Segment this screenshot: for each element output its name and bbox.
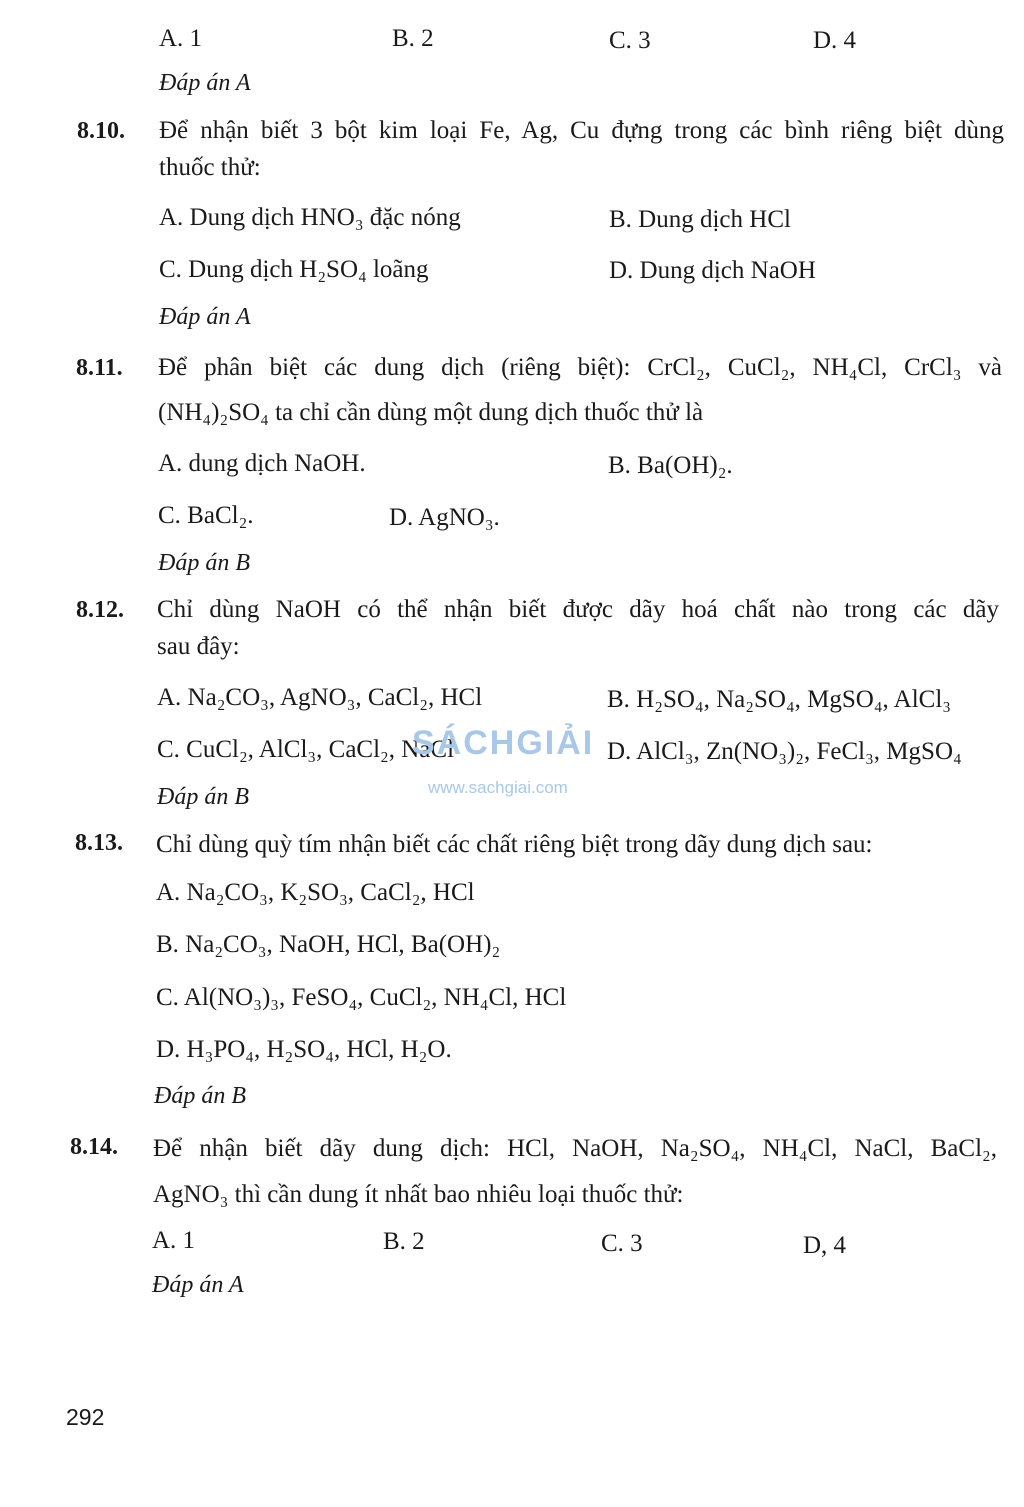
question-text-cont: (NH₄)₂SO₄ ta chỉ cần dùng một dung dịch thuốc thử là [158, 399, 704, 426]
watermark-url: www.sachgiai.com [428, 778, 568, 797]
option-d: D. Dung dịch NaOH [609, 257, 816, 284]
question-text-cont: thuốc thử: [159, 154, 261, 181]
option-b: B. Na₂CO₃, NaOH, HCl, Ba(OH)₂ [156, 931, 501, 958]
page-number: 292 [66, 1404, 105, 1430]
option-d: D, 4 [803, 1232, 847, 1259]
option-b: B. 2 [383, 1228, 425, 1255]
question-number: 8.14. [70, 1134, 118, 1160]
question-text: Để nhận biết 3 bột kim loại Fe, Ag, Cu đựng trong các bình riêng biệt dùng [159, 117, 1004, 144]
option-a: A. dung dịch NaOH. [158, 450, 366, 477]
question-text: Chỉ dùng quỳ tím nhận biết các chất riêng biệt trong dãy dung dịch sau: [156, 831, 873, 858]
option-b: B. H₂SO₄, Na₂SO₄, MgSO₄, AlCl₃ [607, 686, 952, 713]
option-a: A. Na₂CO₃, K₂SO₃, CaCl₂, HCl [156, 879, 475, 906]
answer-label: Đáp án B [154, 1083, 246, 1109]
question-number: 8.11. [76, 355, 123, 381]
answer-label: Đáp án B [158, 550, 250, 576]
option-a: A. Dung dịch HNO₃ đặc nóng [159, 204, 461, 231]
answer-label: Đáp án A [159, 304, 251, 330]
option-d: D. AgNO₃. [389, 504, 500, 531]
option-d: D. 4 [813, 27, 857, 54]
option-c: C. Dung dịch H₂SO₄ loãng [159, 256, 429, 283]
answer-label: Đáp án A [152, 1272, 244, 1298]
option-b: B. Ba(OH)₂. [608, 452, 733, 479]
answer-label: Đáp án A [159, 70, 251, 96]
option-c: C. BaCl₂. [158, 502, 254, 529]
option-d: D. AlCl₃, Zn(NO₃)₂, FeCl₃, MgSO₄ [607, 738, 962, 765]
watermark-brand: SÁCHGIẢI [412, 724, 595, 762]
question-text-cont: AgNO₃ thì cần dung ít nhất bao nhiêu loại thuốc thử: [153, 1181, 684, 1208]
question-number: 8.12. [76, 597, 124, 623]
option-d: D. H₃PO₄, H₂SO₄, HCl, H₂O. [156, 1036, 452, 1063]
answer-label: Đáp án B [157, 784, 249, 810]
question-text: Để nhận biết dãy dung dịch: HCl, NaOH, Na₂SO₄, NH₄Cl, NaCl, BaCl₂, [153, 1135, 997, 1162]
question-text: Để phân biệt các dung dịch (riêng biệt): CrCl₂, CuCl₂, NH₄Cl, CrCl₃ và [158, 354, 1002, 381]
option-a: A. 1 [152, 1227, 196, 1254]
option-c: C. 3 [601, 1230, 643, 1257]
watermark-logo [412, 722, 622, 802]
question-text-cont: sau đây: [157, 633, 240, 660]
question-text: Chỉ dùng NaOH có thể nhận biết được dãy hoá chất nào trong các dãy [157, 596, 999, 623]
question-number: 8.13. [75, 830, 123, 856]
option-a: A. 1 [159, 25, 203, 52]
option-c: C. CuCl₂, AlCl₃, CaCl₂, NaCl [157, 736, 455, 763]
option-c: C. Al(NO₃)₃, FeSO₄, CuCl₂, NH₄Cl, HCl [156, 984, 567, 1011]
option-b: B. 2 [392, 25, 434, 52]
question-number: 8.10. [77, 118, 125, 144]
option-b: B. Dung dịch HCl [609, 206, 791, 233]
option-a: A. Na₂CO₃, AgNO₃, CaCl₂, HCl [157, 684, 483, 711]
option-c: C. 3 [609, 27, 651, 54]
